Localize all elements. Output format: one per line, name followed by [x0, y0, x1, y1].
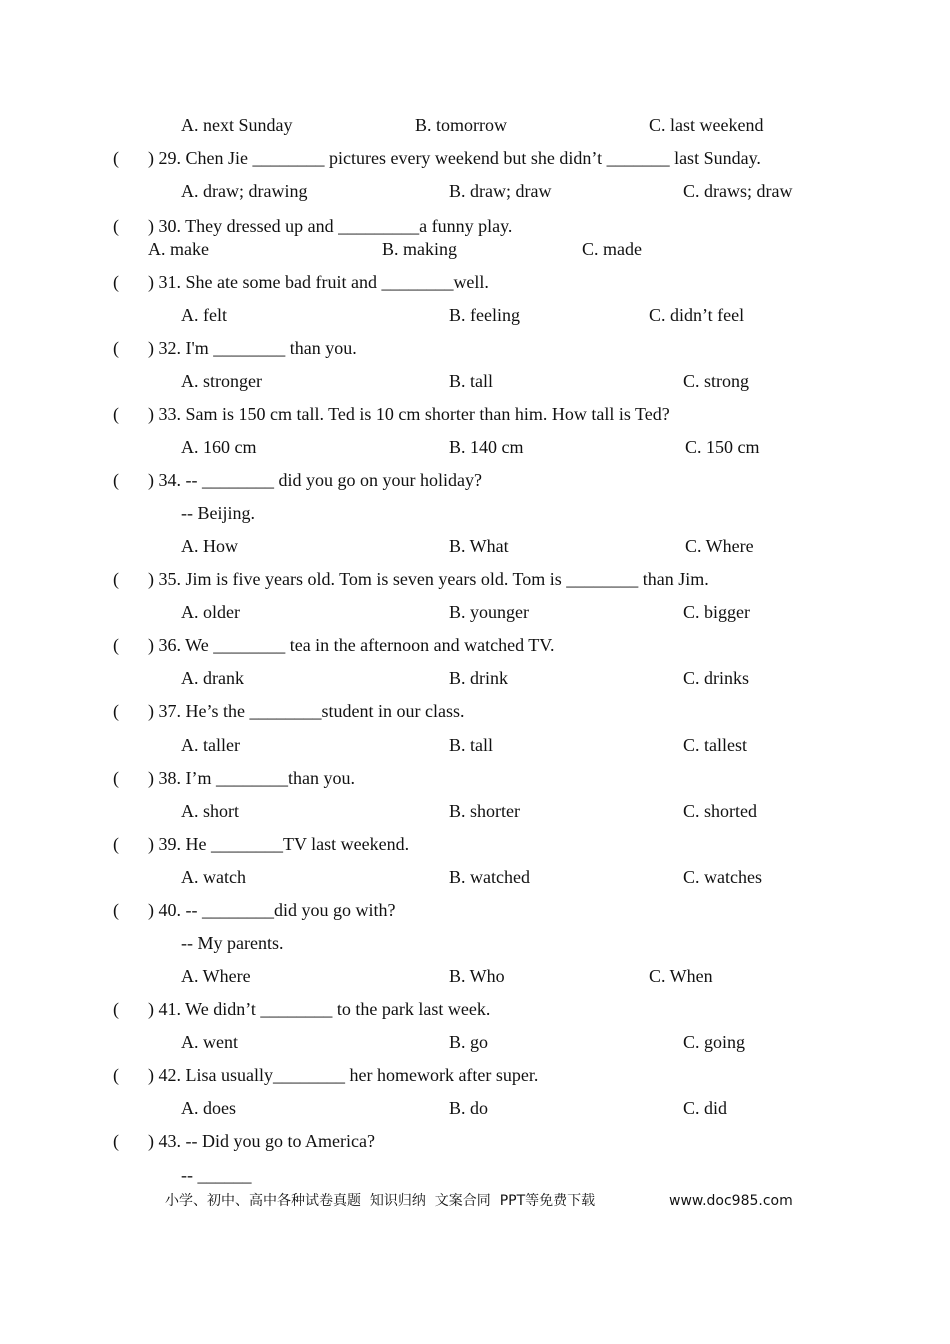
question-text: ) 30. They dressed up and _________a funny play.: [148, 216, 513, 236]
option-b: B. tomorrow: [415, 115, 507, 135]
question-text: ) 32. I'm ________ than you.: [148, 338, 357, 358]
answer-paren: (: [113, 1065, 119, 1085]
option-c: C. tallest: [683, 735, 747, 755]
question-text: ) 43. -- Did you go to America?: [148, 1131, 375, 1151]
option-b: B. feeling: [449, 305, 520, 325]
question-text: ) 29. Chen Jie ________ pictures every weekend but she didn’t _______ last Sunday.: [148, 148, 761, 168]
option-a: A. drank: [181, 668, 244, 688]
question-text: ) 34. -- ________ did you go on your holiday?: [148, 470, 482, 490]
option-c: C. draws; draw: [683, 181, 793, 201]
option-c: C. shorted: [683, 801, 757, 821]
option-b: B. do: [449, 1098, 489, 1118]
answer-paren: (: [113, 900, 119, 920]
option-a: A. does: [181, 1098, 236, 1118]
option-c: C. going: [683, 1032, 746, 1052]
answer-paren: (: [113, 834, 119, 854]
option-b: B. Who: [449, 966, 505, 986]
option-a: A. felt: [181, 305, 227, 325]
option-c: C. 150 cm: [685, 437, 760, 457]
option-c: C. When: [649, 966, 713, 986]
option-b: B. What: [449, 536, 509, 556]
option-c: C. drinks: [683, 668, 750, 688]
footer-ad-text: 小学、初中、高中各种试卷真题 知识归纳 文案合同 PPT等免费下载: [165, 1193, 596, 1209]
option-a: A. short: [181, 801, 239, 821]
answer-paren: (: [113, 701, 119, 721]
question-text: ) 41. We didn’t ________ to the park last week.: [148, 999, 491, 1019]
option-b: B. drink: [449, 668, 509, 688]
option-a: A. draw; drawing: [181, 181, 308, 201]
question-text: ) 39. He ________TV last weekend.: [148, 834, 410, 854]
option-a: A. Where: [181, 966, 251, 986]
option-b: B. making: [382, 239, 457, 259]
option-a: A. How: [181, 536, 238, 556]
option-b: B. younger: [449, 602, 529, 622]
option-c: C. didn’t feel: [649, 305, 745, 325]
answer-paren: (: [113, 635, 119, 655]
option-b: B. tall: [449, 735, 493, 755]
answer-paren: (: [113, 404, 119, 424]
option-c: C. made: [582, 239, 642, 259]
question-text: ) 33. Sam is 150 cm tall. Ted is 10 cm shorter than him. How tall is Ted?: [148, 404, 670, 424]
option-a: A. make: [148, 239, 209, 259]
dialogue-line: -- My parents.: [181, 933, 284, 953]
footer-website-link[interactable]: www.doc985.com: [669, 1193, 793, 1209]
option-c: C. watches: [683, 867, 762, 887]
question-text: ) 37. He’s the ________student in our class.: [148, 701, 465, 721]
answer-paren: (: [113, 569, 119, 589]
option-c: C. last weekend: [649, 115, 764, 135]
question-text: ) 42. Lisa usually________ her homework after super.: [148, 1065, 539, 1085]
option-c: C. strong: [683, 371, 750, 391]
option-a: A. older: [181, 602, 240, 622]
option-c: C. Where: [685, 536, 754, 556]
option-b: B. go: [449, 1032, 489, 1052]
question-text: ) 40. -- ________did you go with?: [148, 900, 396, 920]
answer-paren: (: [113, 470, 119, 490]
option-a: A. 160 cm: [181, 437, 257, 457]
dialogue-line: -- Beijing.: [181, 503, 255, 523]
answer-paren: (: [113, 272, 119, 292]
option-b: B. draw; draw: [449, 181, 552, 201]
question-text: ) 31. She ate some bad fruit and ________well.: [148, 272, 489, 292]
option-c: C. did: [683, 1098, 728, 1118]
answer-paren: (: [113, 768, 119, 788]
question-text: ) 38. I’m ________than you.: [148, 768, 355, 788]
dialogue-line: -- ______: [181, 1165, 252, 1185]
option-a: A. taller: [181, 735, 240, 755]
option-b: B. 140 cm: [449, 437, 524, 457]
option-a: A. next Sunday: [181, 115, 293, 135]
option-a: A. watch: [181, 867, 246, 887]
option-a: A. stronger: [181, 371, 262, 391]
question-text: ) 36. We ________ tea in the afternoon and watched TV.: [148, 635, 555, 655]
option-b: B. tall: [449, 371, 493, 391]
option-b: B. watched: [449, 867, 530, 887]
option-a: A. went: [181, 1032, 238, 1052]
question-text: ) 35. Jim is five years old. Tom is seven years old. Tom is ________ than Jim.: [148, 569, 709, 589]
answer-paren: (: [113, 1131, 119, 1151]
answer-paren: (: [113, 338, 119, 358]
option-c: C. bigger: [683, 602, 750, 622]
option-b: B. shorter: [449, 801, 520, 821]
answer-paren: (: [113, 148, 119, 168]
answer-paren: (: [113, 999, 119, 1019]
answer-paren: (: [113, 216, 119, 236]
